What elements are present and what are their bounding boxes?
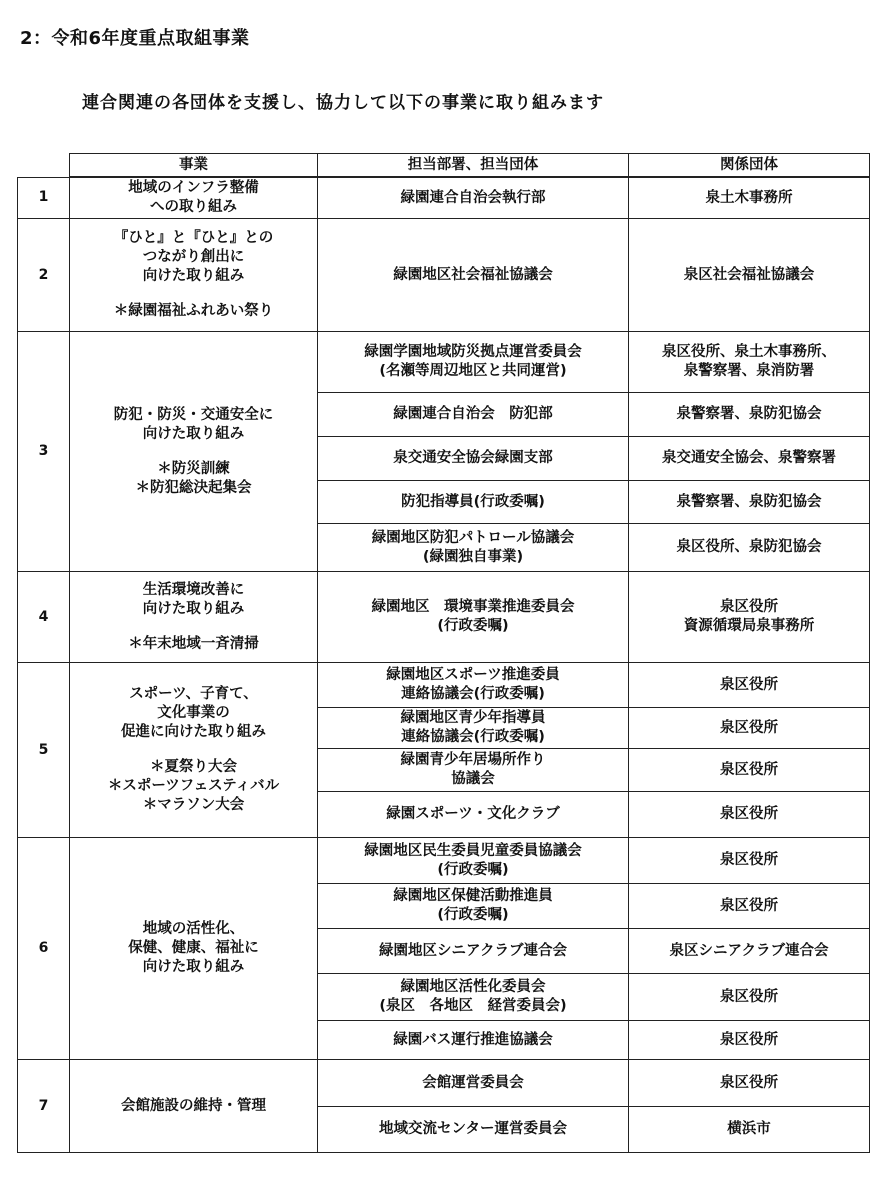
row-number: 6 bbox=[18, 838, 70, 1060]
event-note: ＊防犯総決起集会 bbox=[135, 479, 252, 496]
dept-line: 緑園バス運行推進協議会 bbox=[393, 1031, 553, 1048]
rel-cell bbox=[629, 1107, 870, 1153]
table-row bbox=[18, 332, 870, 393]
jigyo-cell bbox=[70, 838, 318, 1060]
jigyo-cell bbox=[70, 332, 318, 572]
rel-line: 泉区役所 bbox=[720, 761, 778, 778]
jigyo-cell bbox=[70, 219, 318, 332]
event-note: ＊緑園福祉ふれあい祭り bbox=[113, 303, 274, 319]
dept-line: 緑園地区防犯パトロール協議会 bbox=[371, 529, 575, 546]
rel-line: 泉区シニアクラブ連合会 bbox=[669, 942, 829, 959]
page-heading: 2：令和6年度重点取組事業 bbox=[20, 28, 250, 49]
table-row bbox=[18, 663, 870, 708]
dept-line: 緑園地区シニアクラブ連合会 bbox=[378, 942, 568, 959]
dept-cell bbox=[318, 572, 629, 663]
rel-cell bbox=[629, 524, 870, 572]
jigyo-line: 向けた取り組み bbox=[142, 268, 245, 284]
dept-line: 緑園学園地域防災拠点運営委員会 bbox=[364, 344, 582, 360]
project-table bbox=[17, 153, 870, 1153]
jigyo-cell bbox=[70, 177, 318, 219]
rel-line: 泉区役所、泉防犯協会 bbox=[676, 539, 822, 555]
rel-cell bbox=[629, 481, 870, 524]
dept-line: 連絡協議会(行政委嘱) bbox=[401, 729, 545, 745]
dept-cell bbox=[318, 481, 629, 524]
rel-line: 泉区役所 bbox=[720, 719, 778, 736]
jigyo-line: 保健、健康、福祉に bbox=[128, 940, 259, 956]
intro-text: 連合関連の各団体を支援し、協力して以下の事業に取り組みます bbox=[82, 93, 604, 113]
dept-line: 連絡協議会(行政委嘱) bbox=[401, 686, 545, 702]
dept-cell bbox=[318, 437, 629, 481]
row-number: 3 bbox=[18, 332, 70, 572]
dept-cell bbox=[318, 792, 629, 838]
dept-cell bbox=[318, 524, 629, 572]
rel-line: 泉区役所 bbox=[720, 806, 778, 822]
jigyo-cell bbox=[70, 1060, 318, 1153]
event-note: ＊年末地域一斉清掃 bbox=[128, 635, 259, 652]
dept-cell bbox=[318, 393, 629, 437]
dept-line: 緑園連合自治会執行部 bbox=[400, 189, 546, 206]
dept-line: 緑園地区青少年指導員 bbox=[400, 710, 546, 726]
dept-cell bbox=[318, 749, 629, 792]
rel-cell bbox=[629, 1021, 870, 1060]
rel-line: 横浜市 bbox=[727, 1121, 771, 1137]
rel-line: 泉警察署、泉防犯協会 bbox=[676, 493, 822, 510]
rel-cell bbox=[629, 572, 870, 663]
rel-cell bbox=[629, 708, 870, 749]
rel-line: 泉区役所、泉土木事務所、 bbox=[662, 344, 836, 360]
dept-cell bbox=[318, 1021, 629, 1060]
dept-line: 緑園地区社会福祉協議会 bbox=[393, 266, 553, 283]
table-row bbox=[18, 219, 870, 332]
spacer bbox=[73, 742, 314, 758]
rel-line: 泉区社会福祉協議会 bbox=[683, 266, 815, 283]
dept-line: 緑園スポーツ・文化クラブ bbox=[386, 806, 560, 822]
header-jigyo: 事業 bbox=[70, 154, 318, 178]
jigyo-line: 『ひと』と『ひと』との bbox=[113, 230, 274, 246]
rel-cell bbox=[629, 663, 870, 708]
table-row bbox=[18, 572, 870, 663]
dept-cell bbox=[318, 708, 629, 749]
dept-cell bbox=[318, 219, 629, 332]
jigyo-cell bbox=[70, 663, 318, 838]
jigyo-line: への取り組み bbox=[150, 199, 237, 215]
event-note: ＊防災訓練 bbox=[157, 460, 230, 477]
jigyo-line: 地域のインフラ整備 bbox=[128, 180, 259, 196]
header-dept: 担当部署、担当団体 bbox=[318, 154, 629, 178]
header-blank-cell bbox=[18, 154, 70, 178]
row-number: 4 bbox=[18, 572, 70, 663]
dept-line: 緑園地区 環境事業推進委員会 bbox=[371, 599, 575, 615]
dept-cell bbox=[318, 177, 629, 219]
rel-line: 泉区役所 bbox=[720, 1074, 778, 1091]
rel-cell bbox=[629, 838, 870, 884]
rel-cell bbox=[629, 437, 870, 481]
dept-line: (行政委嘱) bbox=[437, 618, 509, 634]
dept-cell bbox=[318, 1107, 629, 1153]
jigyo-line: スポーツ、子育て、 bbox=[129, 686, 258, 702]
rel-cell bbox=[629, 749, 870, 792]
dept-cell bbox=[318, 884, 629, 929]
jigyo-line: 促進に向けた取り組み bbox=[121, 724, 266, 740]
dept-line: 地域交流センター運営委員会 bbox=[379, 1121, 567, 1137]
table-row bbox=[18, 838, 870, 884]
dept-line: 緑園青少年居場所作り bbox=[400, 752, 546, 768]
event-note: ＊マラソン大会 bbox=[142, 797, 245, 813]
rel-line: 泉警察署、泉防犯協会 bbox=[676, 406, 822, 422]
rel-line: 泉区役所 bbox=[720, 852, 778, 868]
dept-cell bbox=[318, 929, 629, 974]
dept-line: 緑園地区スポーツ推進委員 bbox=[386, 667, 560, 683]
rel-cell bbox=[629, 884, 870, 929]
rel-line: 泉土木事務所 bbox=[705, 189, 793, 206]
row-number: 5 bbox=[18, 663, 70, 838]
row-number: 2 bbox=[18, 219, 70, 332]
rel-line: 資源循環局泉事務所 bbox=[683, 618, 815, 634]
dept-line: 泉交通安全協会緑園支部 bbox=[393, 450, 553, 466]
dept-cell bbox=[318, 332, 629, 393]
dept-cell bbox=[318, 1060, 629, 1107]
rel-cell bbox=[629, 929, 870, 974]
rel-cell bbox=[629, 332, 870, 393]
rel-line: 泉警察署、泉消防署 bbox=[683, 363, 815, 379]
rel-line: 泉区役所 bbox=[720, 676, 778, 693]
dept-line: 会館運営委員会 bbox=[422, 1074, 524, 1091]
jigyo-line: 生活環境改善に bbox=[142, 581, 245, 598]
dept-line: (行政委嘱) bbox=[437, 861, 509, 878]
rel-line: 泉区役所 bbox=[720, 599, 778, 615]
header-rel: 関係団体 bbox=[629, 154, 870, 178]
rel-cell bbox=[629, 1060, 870, 1107]
dept-cell bbox=[318, 974, 629, 1021]
event-note: ＊夏祭り大会 bbox=[150, 759, 237, 775]
jigyo-line: 向けた取り組み bbox=[142, 600, 245, 617]
dept-line: 緑園地区保健活動推進員 bbox=[393, 888, 553, 904]
row-number: 1 bbox=[18, 177, 70, 219]
dept-line: 協議会 bbox=[451, 771, 495, 787]
jigyo-line: 地域の活性化、 bbox=[142, 921, 245, 937]
dept-line: (名瀬等周辺地区と共同運営) bbox=[379, 363, 567, 379]
dept-line: 防犯指導員(行政委嘱) bbox=[401, 493, 545, 510]
jigyo-line: 文化事業の bbox=[157, 705, 230, 721]
spacer bbox=[73, 619, 314, 635]
jigyo-line: 防犯・防災・交通安全に bbox=[113, 406, 274, 423]
jigyo-line: 向けた取り組み bbox=[142, 425, 245, 442]
dept-line: (泉区 各地区 経営委員会) bbox=[379, 998, 567, 1014]
table-header-row bbox=[18, 154, 870, 178]
table-row bbox=[18, 177, 870, 219]
jigyo-line: つながり創出に bbox=[142, 249, 245, 265]
event-note: ＊スポーツフェスティバル bbox=[107, 778, 280, 794]
jigyo-line: 会館施設の維持・管理 bbox=[121, 1097, 266, 1114]
spacer bbox=[73, 444, 314, 460]
dept-line: 緑園連合自治会 防犯部 bbox=[393, 406, 553, 422]
dept-cell bbox=[318, 838, 629, 884]
dept-line: 緑園地区活性化委員会 bbox=[400, 979, 546, 995]
rel-line: 泉区役所 bbox=[720, 988, 778, 1005]
spacer bbox=[73, 286, 314, 302]
rel-cell bbox=[629, 219, 870, 332]
rel-line: 泉区役所 bbox=[720, 897, 778, 914]
jigyo-cell bbox=[70, 572, 318, 663]
rel-cell bbox=[629, 177, 870, 219]
dept-line: 緑園地区民生委員児童委員協議会 bbox=[364, 842, 582, 859]
rel-cell bbox=[629, 792, 870, 838]
table-body bbox=[18, 177, 870, 1153]
dept-cell bbox=[318, 663, 629, 708]
dept-line: (行政委嘱) bbox=[437, 907, 509, 923]
table-row bbox=[18, 1060, 870, 1107]
rel-cell bbox=[629, 393, 870, 437]
rel-line: 泉区役所 bbox=[720, 1031, 778, 1048]
dept-line: (緑園独自事業) bbox=[422, 548, 524, 565]
rel-line: 泉交通安全協会、泉警察署 bbox=[662, 450, 836, 466]
row-number: 7 bbox=[18, 1060, 70, 1153]
rel-cell bbox=[629, 974, 870, 1021]
jigyo-line: 向けた取り組み bbox=[142, 959, 245, 975]
